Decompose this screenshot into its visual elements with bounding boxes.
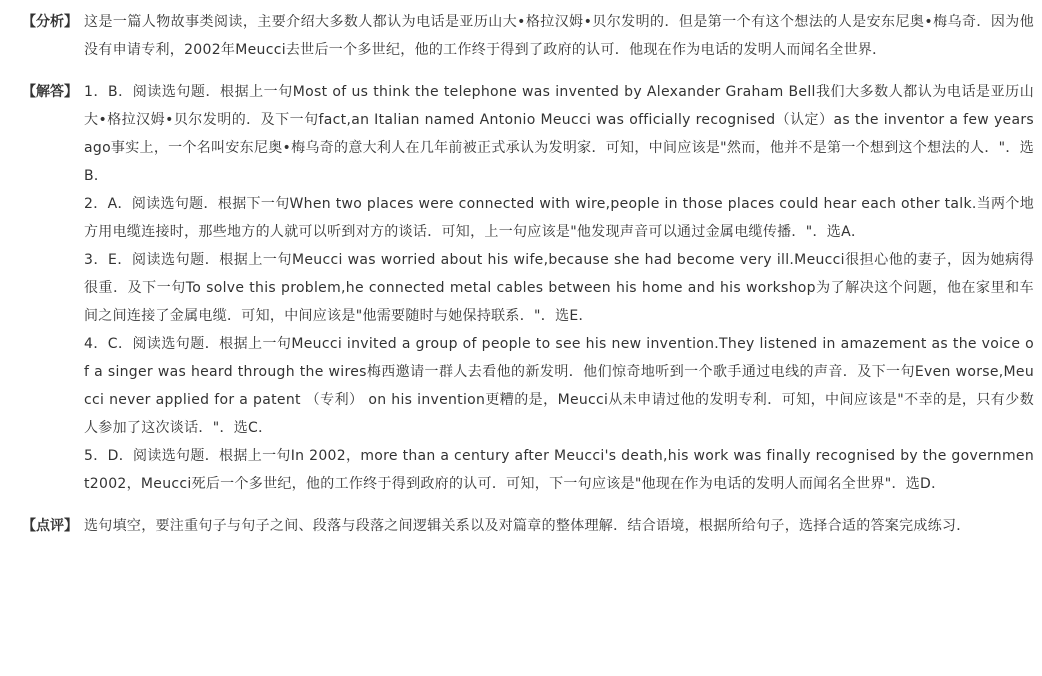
comment-label: 【点评】 [22,518,78,534]
answer-content [84,78,1034,498]
answer-item-3: 3．E．阅读选句题．根据上一句Meucci was worried about his wife,because she had become very ill.Meucci很担心他的妻子，因为她病得很重．及下一句To solve this problem,he connected metal cables between his home and his workshop为了解决这个问题，他在家里和车间之间连接了金属电缆．可知，中间应该是"他需要随时与她保持联系．"．选E． [84,252,1034,324]
answer-item-4: 4．C．阅读选句题．根据上一句Meucci invited a group of people to see his new invention.They listened in amazement as the voice of a singer was heard through the wires梅西邀请一群人去看他的新发明．他们惊奇地听到一个歌手通过电线的声音．及下一句Even worse,Meucci never applied for a patent （专利） on his invention更糟的是，Meucci从未申请过他的发明专利．可知，中间应该是"不幸的是，只有少数人参加了这次谈话．"．选C． [84,336,1034,436]
analysis-content [84,8,1034,64]
analysis-section [22,8,1034,64]
comment-content [84,512,1034,540]
answer-item-1: 1．B．阅读选句题．根据上一句Most of us think the telephone was invented by Alexander Graham Bell我们大多数人都认为电话是亚历山大•格拉汉姆•贝尔发明的．及下一句fact,an Italian named Antonio Meucci was officially recognised（认定）as the inventor a few years ago事实上，一个名叫安东尼奥•梅乌奇的意大利人在几年前被正式承认为发明家．可知，中间应该是"然而，他并不是第一个想到这个想法的人．"．选B． [84,84,1034,184]
answer-label: 【解答】 [22,84,78,100]
comment-section [22,512,1034,540]
answer-item-5: 5．D．阅读选句题．根据上一句In 2002，more than a century after Meucci's death,his work was finally recognised by the government2002，Meucci死后一个多世纪，他的工作终于得到政府的认可．可知，下一句应该是"他现在作为电话的发明人而闻名全世界"．选D． [84,448,1034,492]
answer-section [22,78,1034,498]
comment-text: 选句填空，要注重句子与句子之间、段落与段落之间逻辑关系以及对篇章的整体理解．结合语境，根据所给句子，选择合适的答案完成练习． [84,518,971,534]
answer-item-2: 2．A．阅读选句题．根据下一句When two places were connected with wire,people in those places could hear each other talk.当两个地方用电缆连接时，那些地方的人就可以听到对方的谈话．可知，上一句应该是"他发现声音可以通过金属电缆传播．"．选A． [84,196,1034,240]
analysis-label: 【分析】 [22,14,78,30]
analysis-text: 这是一篇人物故事类阅读，主要介绍大多数人都认为电话是亚历山大•格拉汉姆•贝尔发明的．但是第一个有这个想法的人是安东尼奥•梅乌奇．因为他没有申请专利，2002年Meucci去世后一个多世纪，他的工作终于得到了政府的认可．他现在作为电话的发明人而闻名全世界． [84,14,1034,58]
